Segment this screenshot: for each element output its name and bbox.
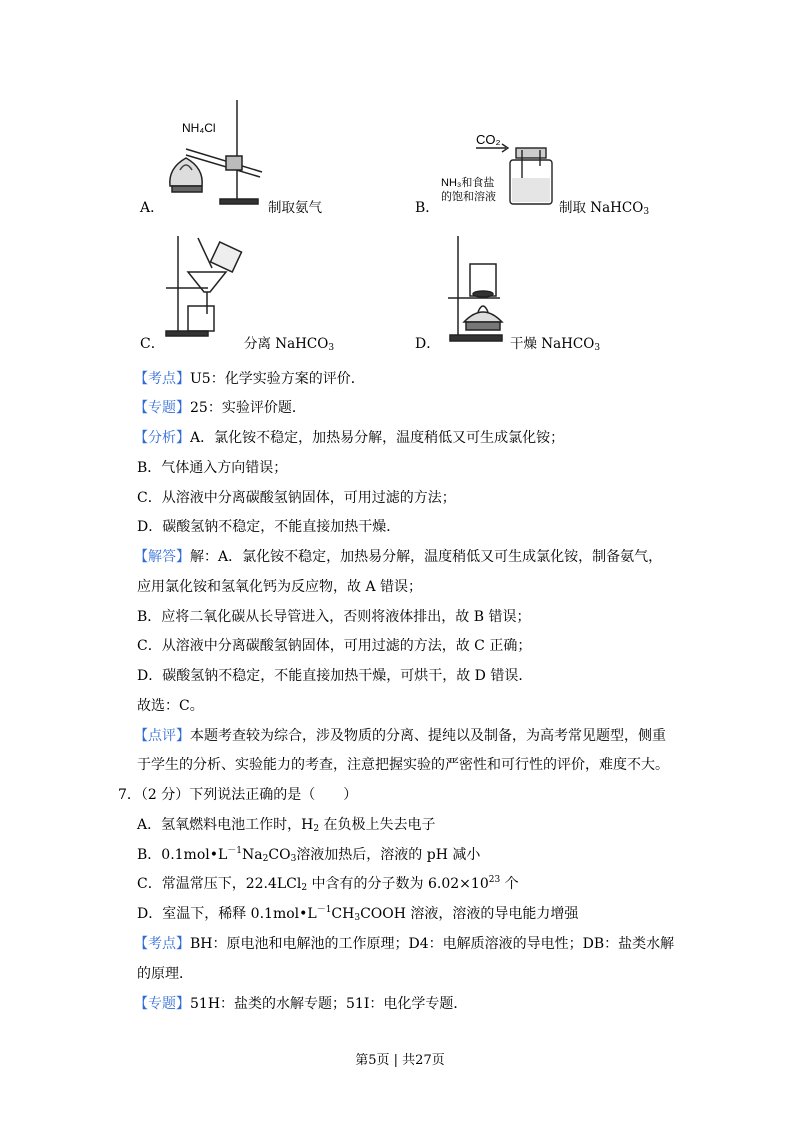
q6-fenxi-c: C．从溶液中分离碳酸氢钠固体，可用过滤的方法； — [137, 490, 456, 506]
q6-zhuanti: 【专题】25：实验评价题． — [134, 400, 306, 416]
q7-option-c: C．常温常压下，22.4LCl$_2$ 中含有的分子数为 $6.02\times 10^{23}$ 个 — [137, 875, 519, 893]
apparatus-c-diagram — [166, 236, 242, 336]
q6-jieda: 【解答】解：A．氯化铵不稳定，加热易分解，温度稍低又可生成氯化铵，制备氨气， — [134, 549, 663, 565]
q7-kaodian-2: 的原理． — [137, 966, 193, 982]
q6-kaodian: 【考点】U5：化学实验方案的评价． — [134, 371, 365, 387]
apparatus-a-diagram — [170, 100, 262, 204]
option-c-letter: C． — [140, 336, 165, 352]
apparatus-d-diagram — [448, 236, 502, 341]
option-c-caption: 分离 NaHCO$_3$ — [244, 336, 335, 353]
option-d-letter: D． — [415, 336, 441, 352]
q6-answer: 故选：C。 — [137, 698, 204, 714]
co2-label: CO₂ — [476, 132, 501, 147]
q7-option-a: A．氢氧燃料电池工作时，$H_2$ 在负极上失去电子 — [137, 817, 436, 834]
page-footer: 第5页 | 共27页 — [355, 1053, 445, 1068]
q6-fenxi-b: B．气体通入方向错误； — [137, 460, 288, 476]
q7-option-d: D．室温下，稀释 $0.1mol•L^{-1}CH_3COOH$ 溶液，溶液的导电能力增强 — [137, 905, 579, 923]
solution-label-2: 的饱和溶液 — [441, 191, 496, 203]
q6-jieda-b: B．应将二氧化碳从长导管进入，否则将液体排出，故 B 错误； — [137, 609, 531, 625]
option-b-letter: B． — [415, 200, 440, 216]
q7-kaodian: 【考点】BH：原电池和电解池的工作原理；D4：电解质溶液的导电性；DB：盐类水解 — [134, 936, 675, 952]
q7-stem: 7．（2 分）下列说法正确的是（ ） — [118, 787, 358, 803]
option-b-caption: 制取 NaHCO$_3$ — [559, 200, 650, 217]
option-a-caption: 制取氨气 — [268, 200, 322, 216]
q6-fenxi: 【分析】A．氯化铵不稳定，加热易分解，温度稍低又可生成氯化铵； — [134, 430, 565, 446]
q7-zhuanti: 【专题】51H：盐类的水解专题；51I：电化学专题． — [134, 996, 468, 1012]
option-a-letter: A． — [140, 200, 165, 216]
apparatus-figure — [0, 80, 800, 360]
q6-fenxi-d: D．碳酸氢钠不稳定，不能直接加热干燥． — [137, 519, 401, 535]
q7-option-b: B．$0.1mol•L^{-1}Na_2CO_3$溶液加热后，溶液的 pH 减小 — [137, 846, 481, 864]
q6-jieda-a2: 应用氯化铵和氢氧化钙为反应物，故 A 错误； — [137, 579, 423, 595]
q6-dianping-2: 于学生的分析、实验能力的考查，注意把握实验的严密性和可行性的评价，难度不大。 — [137, 757, 669, 773]
q6-dianping: 【点评】本题考查较为综合，涉及物质的分离、提纯以及制备，为高考常见题型，侧重 — [134, 728, 666, 744]
solution-label-1: NH₃和食盐 — [441, 177, 495, 189]
option-d-caption: 干燥 NaHCO$_3$ — [510, 336, 601, 353]
nh4cl-label: NH₄Cl — [182, 121, 216, 135]
q6-jieda-c: C．从溶液中分离碳酸氢钠固体，可用过滤的方法，故 C 正确； — [137, 638, 532, 654]
q6-jieda-d: D．碳酸氢钠不稳定，不能直接加热干燥，可烘干，故 D 错误． — [137, 668, 533, 684]
apparatus-b-diagram — [441, 132, 552, 204]
